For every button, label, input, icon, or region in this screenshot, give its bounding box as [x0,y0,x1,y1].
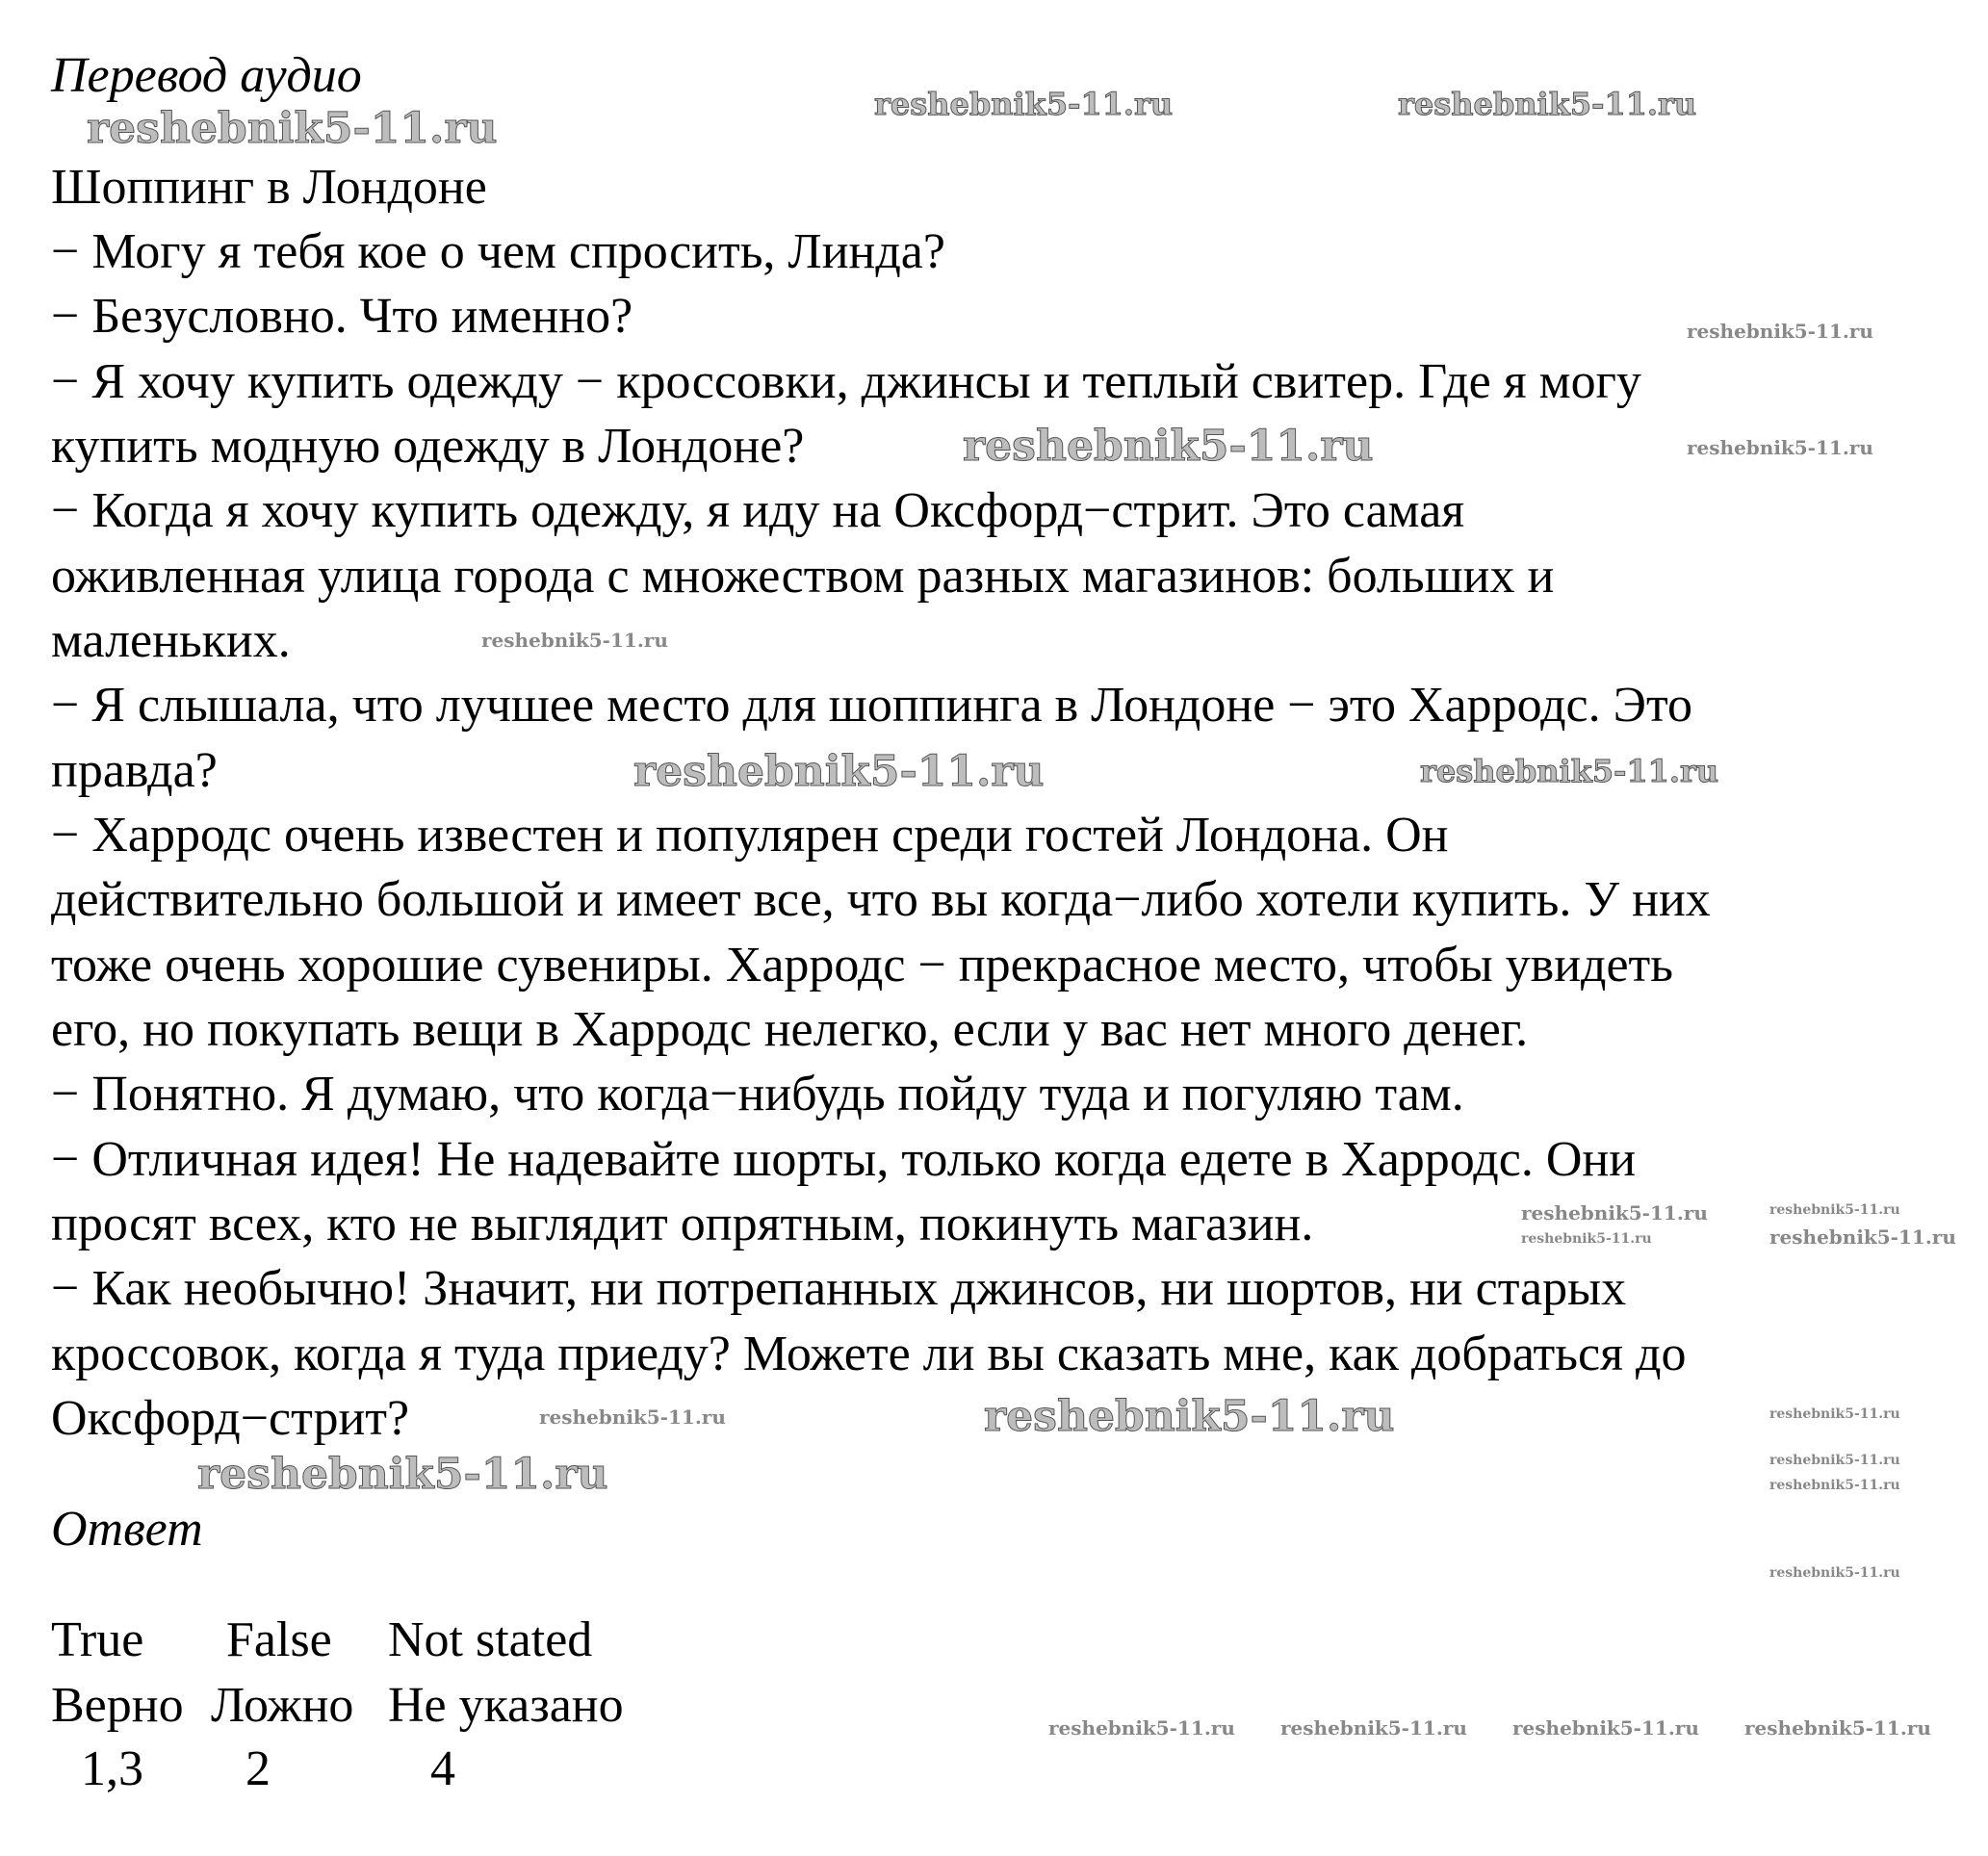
watermark: reshebnik5-11.ru [1769,1225,1956,1249]
watermark: reshebnik5-11.ru [1687,320,1873,343]
text-line: кроссовок, когда я туда приеду? Можете ли вы сказать мне, как добраться до [51,1327,1687,1381]
text-line: − Я слышала, что лучшее место для шоппинга в Лондоне − это Харродс. Это [51,678,1693,733]
watermark: reshebnik5-11.ru [874,86,1174,122]
value-not-stated: 4 [430,1741,455,1796]
text-line: − Я хочу купить одежду − кроссовки, джинсы и теплый свитер. Где я могу [51,354,1641,409]
watermark: reshebnik5-11.ru [1048,1716,1235,1740]
watermark: reshebnik5-11.ru [1687,436,1873,459]
watermark: reshebnik5-11.ru [1521,1201,1708,1224]
watermark: reshebnik5-11.ru [1512,1716,1699,1740]
watermark: reshebnik5-11.ru [984,1392,1395,1441]
watermark: reshebnik5-11.ru [633,747,1045,796]
header-false: False [226,1612,332,1667]
text-line: Оксфорд−стрит? [51,1391,410,1446]
header-false-ru: Ложно [211,1678,354,1733]
watermark: reshebnik5-11.ru [1744,1716,1931,1740]
text-line: − Как необычно! Значит, ни потрепанных джинсов, ни шортов, ни старых [51,1261,1627,1316]
text-line: его, но покупать вещи в Харродс нелегко, если у вас нет много денег. [51,1002,1529,1057]
text-line: − Когда я хочу купить одежду, я иду на Оксфорд−стрит. Это самая [51,483,1465,538]
watermark: reshebnik5-11.ru [1769,1478,1900,1493]
value-false: 2 [245,1741,271,1796]
watermark: reshebnik5-11.ru [1769,1565,1900,1581]
header-true: True [51,1612,144,1667]
watermark: reshebnik5-11.ru [539,1405,726,1429]
section-heading: Перевод аудио [51,48,362,103]
watermark: reshebnik5-11.ru [1398,86,1697,122]
header-not-stated-ru: Не указано [388,1678,624,1733]
watermark: reshebnik5-11.ru [1280,1716,1467,1740]
text-line: − Отличная идея! Не надевайте шорты, только когда едете в Харродс. Они [51,1132,1637,1187]
watermark: reshebnik5-11.ru [87,104,498,153]
text-line: действительно большой и имеет все, что вы когда−либо хотели купить. У них [51,872,1711,927]
text-line: купить модную одежду в Лондоне? [51,419,805,474]
text-line: − Харродс очень известен и популярен среди гостей Лондона. Он [51,808,1449,863]
text-line: правда? [51,743,218,798]
text-line: − Понятно. Я думаю, что когда−нибудь пойду туда и погуляю там. [51,1067,1464,1121]
dialogue-title: Шоппинг в Лондоне [51,160,487,215]
text-line: маленьких. [51,613,291,668]
watermark: reshebnik5-11.ru [1769,1202,1900,1218]
watermark: reshebnik5-11.ru [1769,1453,1900,1468]
answer-heading: Ответ [51,1502,203,1557]
text-line: тоже очень хорошие сувениры. Харродс − прекрасное место, чтобы увидеть [51,938,1673,992]
watermark: reshebnik5-11.ru [197,1450,608,1499]
value-true: 1,3 [81,1741,143,1796]
header-true-ru: Верно [51,1678,184,1733]
text-line: оживленная улица города с множеством разных магазинов: больших и [51,549,1555,604]
watermark: reshebnik5-11.ru [963,422,1374,471]
text-line: − Безусловно. Что именно? [51,289,633,344]
watermark: reshebnik5-11.ru [1521,1231,1652,1247]
watermark: reshebnik5-11.ru [1420,753,1719,789]
watermark: reshebnik5-11.ru [1769,1406,1900,1422]
text-line: просят всех, кто не выглядит опрятным, покинуть магазин. [51,1197,1314,1251]
watermark: reshebnik5-11.ru [481,629,668,652]
text-line: − Могу я тебя кое о чем спросить, Линда? [51,224,945,279]
header-not-stated: Not stated [388,1612,593,1667]
